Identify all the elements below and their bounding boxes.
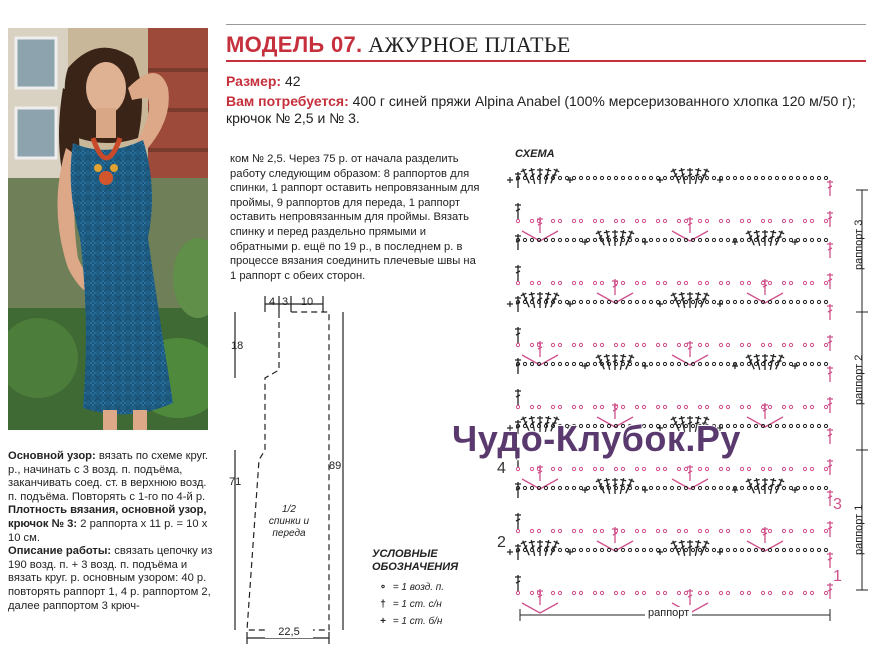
crochet-schema xyxy=(500,160,890,650)
dim-top-1: 4 xyxy=(268,296,276,308)
dim-armhole: 18 xyxy=(231,340,244,352)
double-crochet-icon: † xyxy=(380,599,386,610)
header-rule xyxy=(226,60,866,62)
materials-label: Вам потребуется: xyxy=(226,93,349,109)
description-text: связать цепочку из 190 возд. п. + 3 возд. п. подъёма и вязать круг. р. основным узором: 40 р. повторять раппорт 1, 4 р. раппортом 2, далее раппортом 3 крюч- xyxy=(8,545,213,612)
dim-side-left: 71 xyxy=(229,476,242,488)
rapport-1-label: раппорт 1 xyxy=(853,504,865,555)
row-number-3: 3 xyxy=(833,496,842,513)
schema-title: СХЕМА xyxy=(515,148,555,160)
page-title xyxy=(226,32,571,58)
row-number-2: 2 xyxy=(497,534,506,551)
instructions-text xyxy=(8,450,213,613)
size-line xyxy=(226,73,301,89)
size-value: 42 xyxy=(284,73,301,89)
legend-item-dc: † = 1 ст. с/н xyxy=(376,599,442,610)
rapport-2-label: раппорт 2 xyxy=(853,354,865,405)
legend-item-sc: + = 1 ст. б/н xyxy=(376,616,442,627)
pattern-text: вязать по схеме круг. р., начинать с 3 возд. п. подъёма, заканчивать соед. ст. в верхнюю возд. п. подъёма. Повторять с 1-го по 4-й р. xyxy=(8,450,208,503)
rapport-bottom-label: раппорт xyxy=(645,607,692,619)
materials-line xyxy=(226,93,866,127)
dim-side-right: 89 xyxy=(329,460,342,472)
materials-text: 400 г синей пряжи Alpina Anabel (100% мерсеризованного хлопка 120 м/50 г); крючок № 2,5 и № 3. xyxy=(226,93,856,126)
chain-stitch-icon: ∘ xyxy=(379,582,387,593)
header-top-rule xyxy=(226,24,866,25)
model-name: АЖУРНОЕ ПЛАТЬЕ xyxy=(368,32,571,57)
legend-title: УСЛОВНЫЕ ОБОЗНАЧЕНИЯ xyxy=(372,548,459,573)
shape-diagram xyxy=(225,290,365,650)
continuation-text: ком № 2,5. Через 75 р. от начала разделить работу следующим образом: 8 раппортов для спинки, 1 раппорт оставить непровязанным для проймы, 9 раппортов для переда, 1 раппорт оставить непровязанным для проймы. Вязать спинку и перед раздельно прямыми и обратными р. ещё по 19 р., в последнем р. в процессе вязания соединить плечевые швы на 1 раппорт с обеих сторон. xyxy=(230,153,480,282)
diagram-center-label: 1/2 спинки и переда xyxy=(268,504,310,539)
watermark: Чудо-Клубок.Ру xyxy=(452,418,741,459)
dim-bottom: 22,5 xyxy=(265,626,313,638)
density-label: Плотность вязания, основной узор, крючок № 3: xyxy=(8,504,207,530)
model-photo xyxy=(8,28,208,430)
pattern-label: Основной узор: xyxy=(8,450,96,462)
row-number-1: 1 xyxy=(833,568,842,585)
description-label: Описание работы: xyxy=(8,545,112,558)
model-label: МОДЕЛЬ 07. xyxy=(226,32,363,57)
legend-item-chain: ∘ = 1 возд. п. xyxy=(376,582,444,593)
dim-top-3: 10 xyxy=(300,296,314,308)
row-number-4: 4 xyxy=(497,460,506,477)
single-crochet-icon: + xyxy=(380,616,386,627)
rapport-3-label: раппорт 3 xyxy=(853,219,865,270)
dim-top-2: 3 xyxy=(281,296,289,308)
size-label: Размер: xyxy=(226,73,282,89)
density-text: 2 раппорта х 11 р. = 10 х 10 см. xyxy=(8,517,208,544)
